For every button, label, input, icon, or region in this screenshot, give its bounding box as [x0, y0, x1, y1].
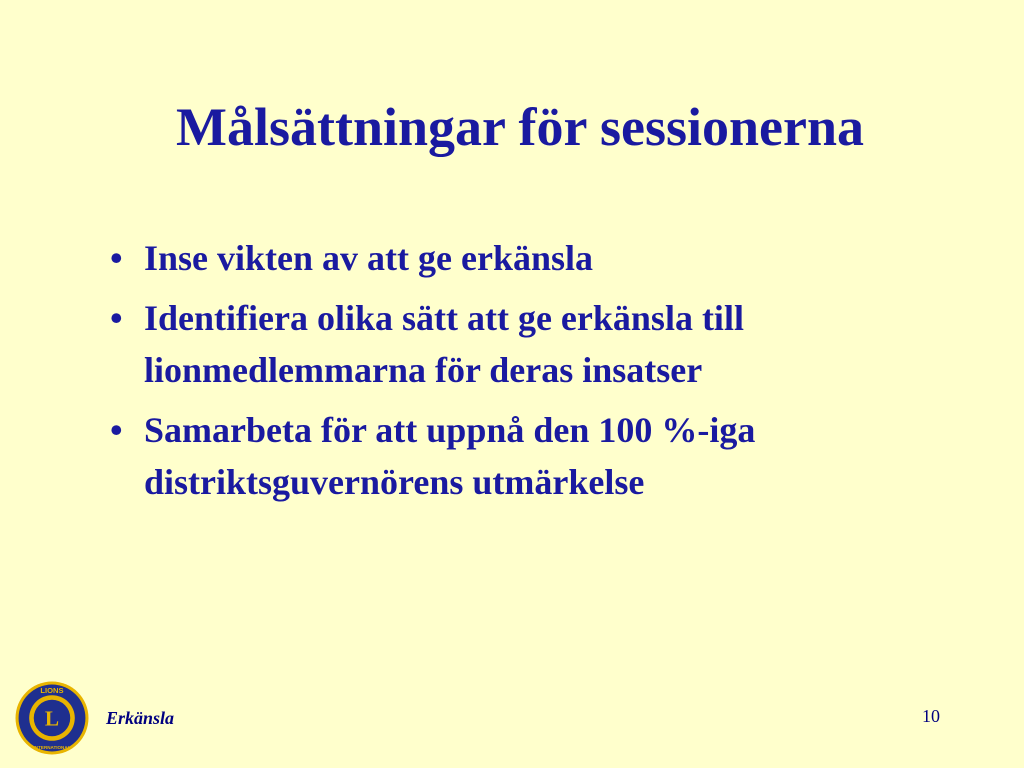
- bullet-glyph: •: [110, 238, 123, 278]
- bullet-list: [100, 232, 930, 516]
- bullet-item: [100, 232, 930, 284]
- bullet-item: [100, 292, 930, 396]
- logo-bottom-text: INTERNATIONAL: [33, 745, 71, 751]
- logo-letter: L: [44, 706, 60, 731]
- slide-title: Målsättningar för sessionerna: [176, 97, 864, 157]
- footer-label: Erkänsla: [106, 708, 175, 728]
- bullet-text: Samarbeta för att uppnå den 100 %-iga distriktsguvernörens utmärkelse: [144, 410, 756, 502]
- lions-international-emblem-icon: [14, 680, 90, 756]
- bullet-glyph: •: [110, 410, 123, 450]
- bullet-text: Identifiera olika sätt att ge erkänsla till lionmedlemmarna för deras insatser: [144, 298, 744, 390]
- page-number: 10: [922, 706, 940, 726]
- logo-top-text: LIONS: [40, 685, 64, 695]
- bullet-text: Inse vikten av att ge erkänsla: [144, 238, 593, 278]
- bullet-item: [100, 404, 930, 508]
- bullet-glyph: •: [110, 298, 123, 338]
